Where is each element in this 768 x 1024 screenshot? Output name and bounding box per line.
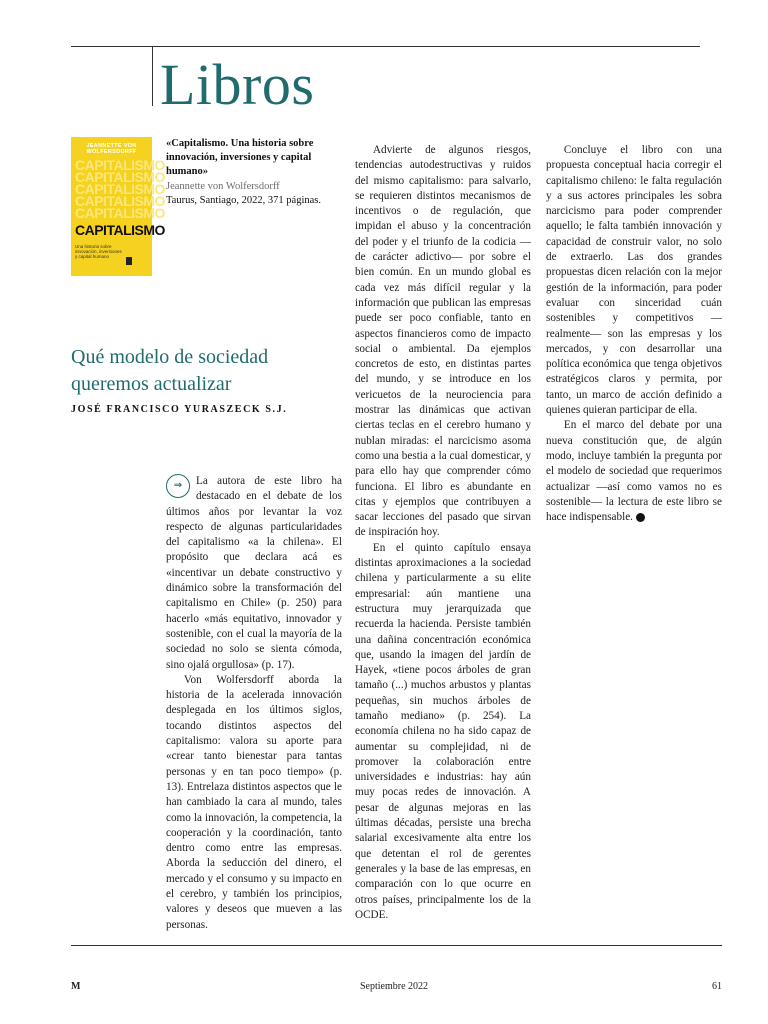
paragraph: Von Wolfersdorff aborda la historia de la acelerada innovación desplegada en los últimos siglos, tocando distintos aspectos del capitalismo: valora su aporte para «crear tanto bienestar para tantas personas y en tan poco tiempo» (p. 13). Entrelaza distintos aspectos que le han cambiado la cara al mundo, tales como la innovación, la competencia, la cooperación y la coordinación, tanto dentro como entre las empresas. Aborda la seducción del dinero, el mercado y el consumo y su impacto en el cerebro, y también los principios, valores y deseos que mueven a las personas.: [166, 673, 342, 931]
book-cover-image: [71, 137, 165, 276]
article-byline: JOSÉ FRANCISCO YURASZECK S.J.: [71, 404, 288, 415]
article-title: Qué modelo de sociedad queremos actualizar: [71, 346, 269, 395]
cover-ghost-title: CAPITALISMO: [75, 205, 165, 221]
arrow-circle-icon: ⇒: [166, 474, 190, 498]
magazine-logo: M: [71, 981, 81, 992]
header-divider: [152, 46, 153, 106]
section-title: Libros: [160, 52, 315, 117]
book-author: Jeannette von Wolfersdorff: [166, 181, 280, 192]
top-rule: [71, 46, 700, 47]
article-column-2: [355, 143, 531, 923]
article-column-1: [166, 474, 342, 933]
book-info: [166, 137, 341, 208]
paragraph: En el quinto capítulo ensaya distintas aproximaciones a la sociedad chilena y particularmente a su elite empresarial: aún mantiene una estructura muy jerarquizada que recuerda la hacienda. Persiste también una dañina concentración económica que, usando la imagen del jardín de Hayek, «tiene pocos árboles de gran tamaño (...) muchos arbustos y plantas pequeñas, sin muchos árboles de tamaño mediano» (p. 254). La economía chilena no ha sido capaz de aumentar su complejidad, ni de promover la colaboración entre universidades e industrias: hay aún muy pocas redes de innovación. A pesar de algunas mejoras en las últimas décadas, persiste una brecha salarial excesivamente alta entre los que detentan el rol de gerentes generales y la base de las empresas, en comparación con lo que ocurre en otros países, principalmente los de la OCDE.: [355, 541, 531, 921]
cover-ghost-title: CAPITALISMO: [75, 193, 165, 209]
book-publisher: Taurus, Santiago, 2022, 371 páginas.: [166, 195, 321, 206]
book-title: «Capitalismo. Una historia sobre innovación, inversiones y capital humano»: [166, 138, 314, 177]
paragraph: ⇒ La autora de este libro ha destacado en el debate de los últimos años por levantar la voz respecto de algunas particularidades del capitalismo «a la chilena». El propósito que declara acá es «incentivar un debate constructivo y dinámico sobre la transformación del capitalismo en Chile» (p. 250) para hacerlo «más equitativo, innovador y sostenible, con el cual la mayoría de la sociedad no solo se sienta cómoda, sino ojalá orgullosa» (p. 17).: [166, 475, 342, 671]
publisher-logo-icon: [126, 257, 132, 265]
cover-ghost-title: CAPITALISMO: [75, 181, 165, 197]
issue-date: Septiembre 2022: [359, 981, 429, 992]
article-column-3: [546, 143, 722, 525]
cover-subtitle: Una historia sobre innovación, inversiones y capital humano: [75, 244, 122, 259]
cover-ghost-title: CAPITALISMO: [75, 157, 165, 173]
paragraph: Advierte de algunos riesgos, tendencias autodestructivas y ruidos del mismo capitalismo: para salvarlo, se requieren distintos mecanismos de incentivos o de regulación, que impidan el abuso y la concentración del poder y el triunfo de la codicia —de carácter adictivo— por sobre el bien común. En un mundo global es cada vez más difícil regular y la información que publican las empresas puede ser poco confiable, tanto en aspectos financieros como de impacto social o ambiental. Da ejemplos concretos de esto, en distintas partes del mundo, y se introduce en los vericuetos de la neurociencia para mostrar las dinámicas que activan ciertas teclas en el cerebro humano y nublan miradas: el narcicismo asoma como una bestia a la cual domesticar, y para ello hay que comprender cómo funciona. El libro es abundante en citas y ejemplos que contribuyen a sacar lecciones del pasado que sirvan de inspiración hoy.: [355, 144, 531, 539]
paragraph: Concluye el libro con una propuesta conceptual hacia corregir el capitalismo chileno: le falta regulación y a sus actores principales les sobra narcicismo para poder comprender aquello; le falta también innovación y capacidad de construir valor, no solo de extraerlo. Las dos grandes propuestas dicen relación con la mejor gestión de la información, para poder evaluar con sinceridad cuán sostenibles y competitivos —realmente— son las empresas y los mercados, y con desarrollar una política económica que tenga objetivos estratégicos claros y permita, por tanto, un marco de acción definido a quienes quieran participar de ella.: [546, 144, 722, 417]
page-number: 61: [712, 981, 722, 992]
bottom-rule: [71, 945, 722, 946]
paragraph: En el marco del debate por una nueva constitución que, de algún modo, incluye también la pregunta por el modelo de sociedad que requerimos actualizar —así como vamos no es sostenible— la lectura de este libro se hace indispensable. M: [546, 419, 722, 524]
cover-title: CAPITALISMO: [75, 222, 165, 238]
magazine-end-icon: M: [636, 513, 645, 522]
cover-author: JEANNETTE VON WOLFERSDORFF: [86, 143, 137, 155]
cover-ghost-title: CAPITALISMO: [75, 169, 165, 185]
